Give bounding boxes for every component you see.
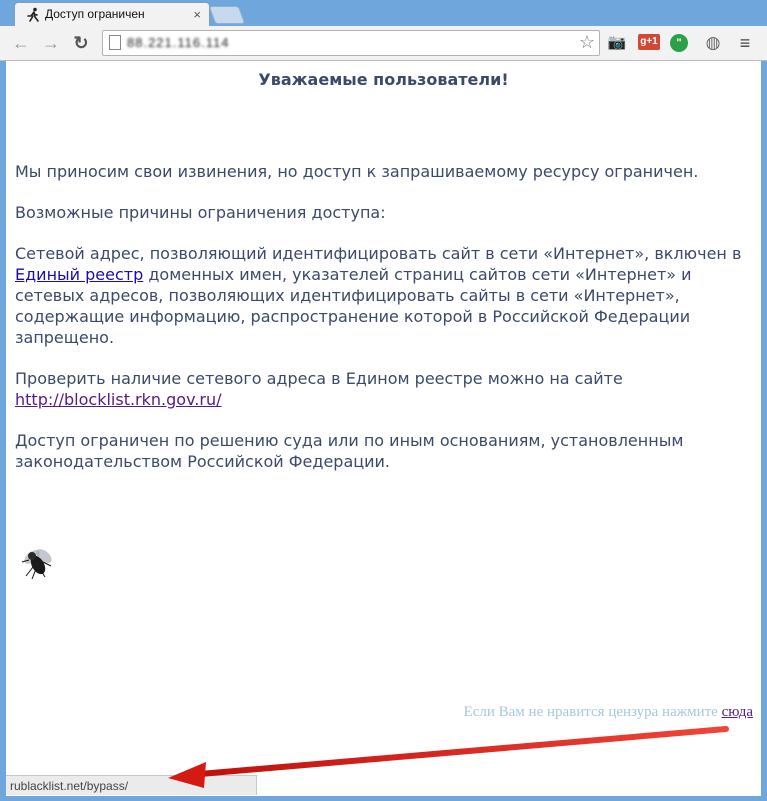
tab-active[interactable] [14,2,210,27]
running-man-icon [25,7,41,23]
bookmark-star-icon[interactable]: ☆ [578,32,595,52]
url-text[interactable]: 88.221.116.114 [127,35,230,50]
tab-strip [0,0,767,26]
censorship-text: Если Вам не нравится цензура нажмите [463,704,722,720]
close-icon[interactable]: × [193,7,201,22]
page-icon [109,35,121,50]
page-title: Уважаемые пользователи! [258,70,509,89]
fly-icon [18,542,58,582]
reasons-heading: Возможные причины ограничения доступа: [15,203,386,222]
registry-text-before: Сетевой адрес, позволяющий идентифицировать сайт в сети «Интернет», включен в [15,244,742,263]
back-arrow-icon[interactable]: ← [12,33,30,53]
hangouts-icon[interactable]: " [670,34,688,52]
menu-icon[interactable]: ≡ [739,33,751,53]
censorship-notice [464,704,753,721]
address-bar[interactable] [102,30,600,56]
globe-icon[interactable]: ◍ [705,33,721,52]
tab-title: Доступ ограничен [45,7,145,21]
court-paragraph: Доступ ограничен по решению суда или по иным основаниям, установленным законодательством Российской Федерации. [15,431,684,471]
check-text: Проверить наличие сетевого адреса в Едином реестре можно на сайте [15,369,623,388]
camera-extension-icon[interactable]: 📷 [607,34,627,51]
registry-link[interactable]: Единый реестр [15,265,144,284]
check-paragraph [15,368,750,410]
forward-arrow-icon[interactable]: → [42,33,60,53]
new-tab-button[interactable] [209,6,246,24]
apology-paragraph: Мы приносим свои извинения, но доступ к запрашиваемому ресурсу ограничен. [15,162,699,181]
blocklist-link[interactable]: http://blocklist.rkn.gov.ru/ [15,390,222,409]
reload-icon[interactable]: ↻ [73,33,89,53]
browser-toolbar [0,26,767,61]
page-viewport [6,61,761,796]
bypass-link[interactable]: сюда [721,704,753,720]
google-plus-icon[interactable]: g+1 [638,34,660,50]
status-bar: rublacklist.net/bypass/ [6,775,257,795]
notice-body [15,161,750,492]
registry-paragraph [15,243,750,348]
registry-text-after: доменных имен, указателей страниц сайтов сети «Интернет» и сетевых адресов, позволяющих идентифицировать сайты в сети «Интернет», содержащие информацию, распространение которой в Российской Федерации запрещено. [15,265,692,347]
